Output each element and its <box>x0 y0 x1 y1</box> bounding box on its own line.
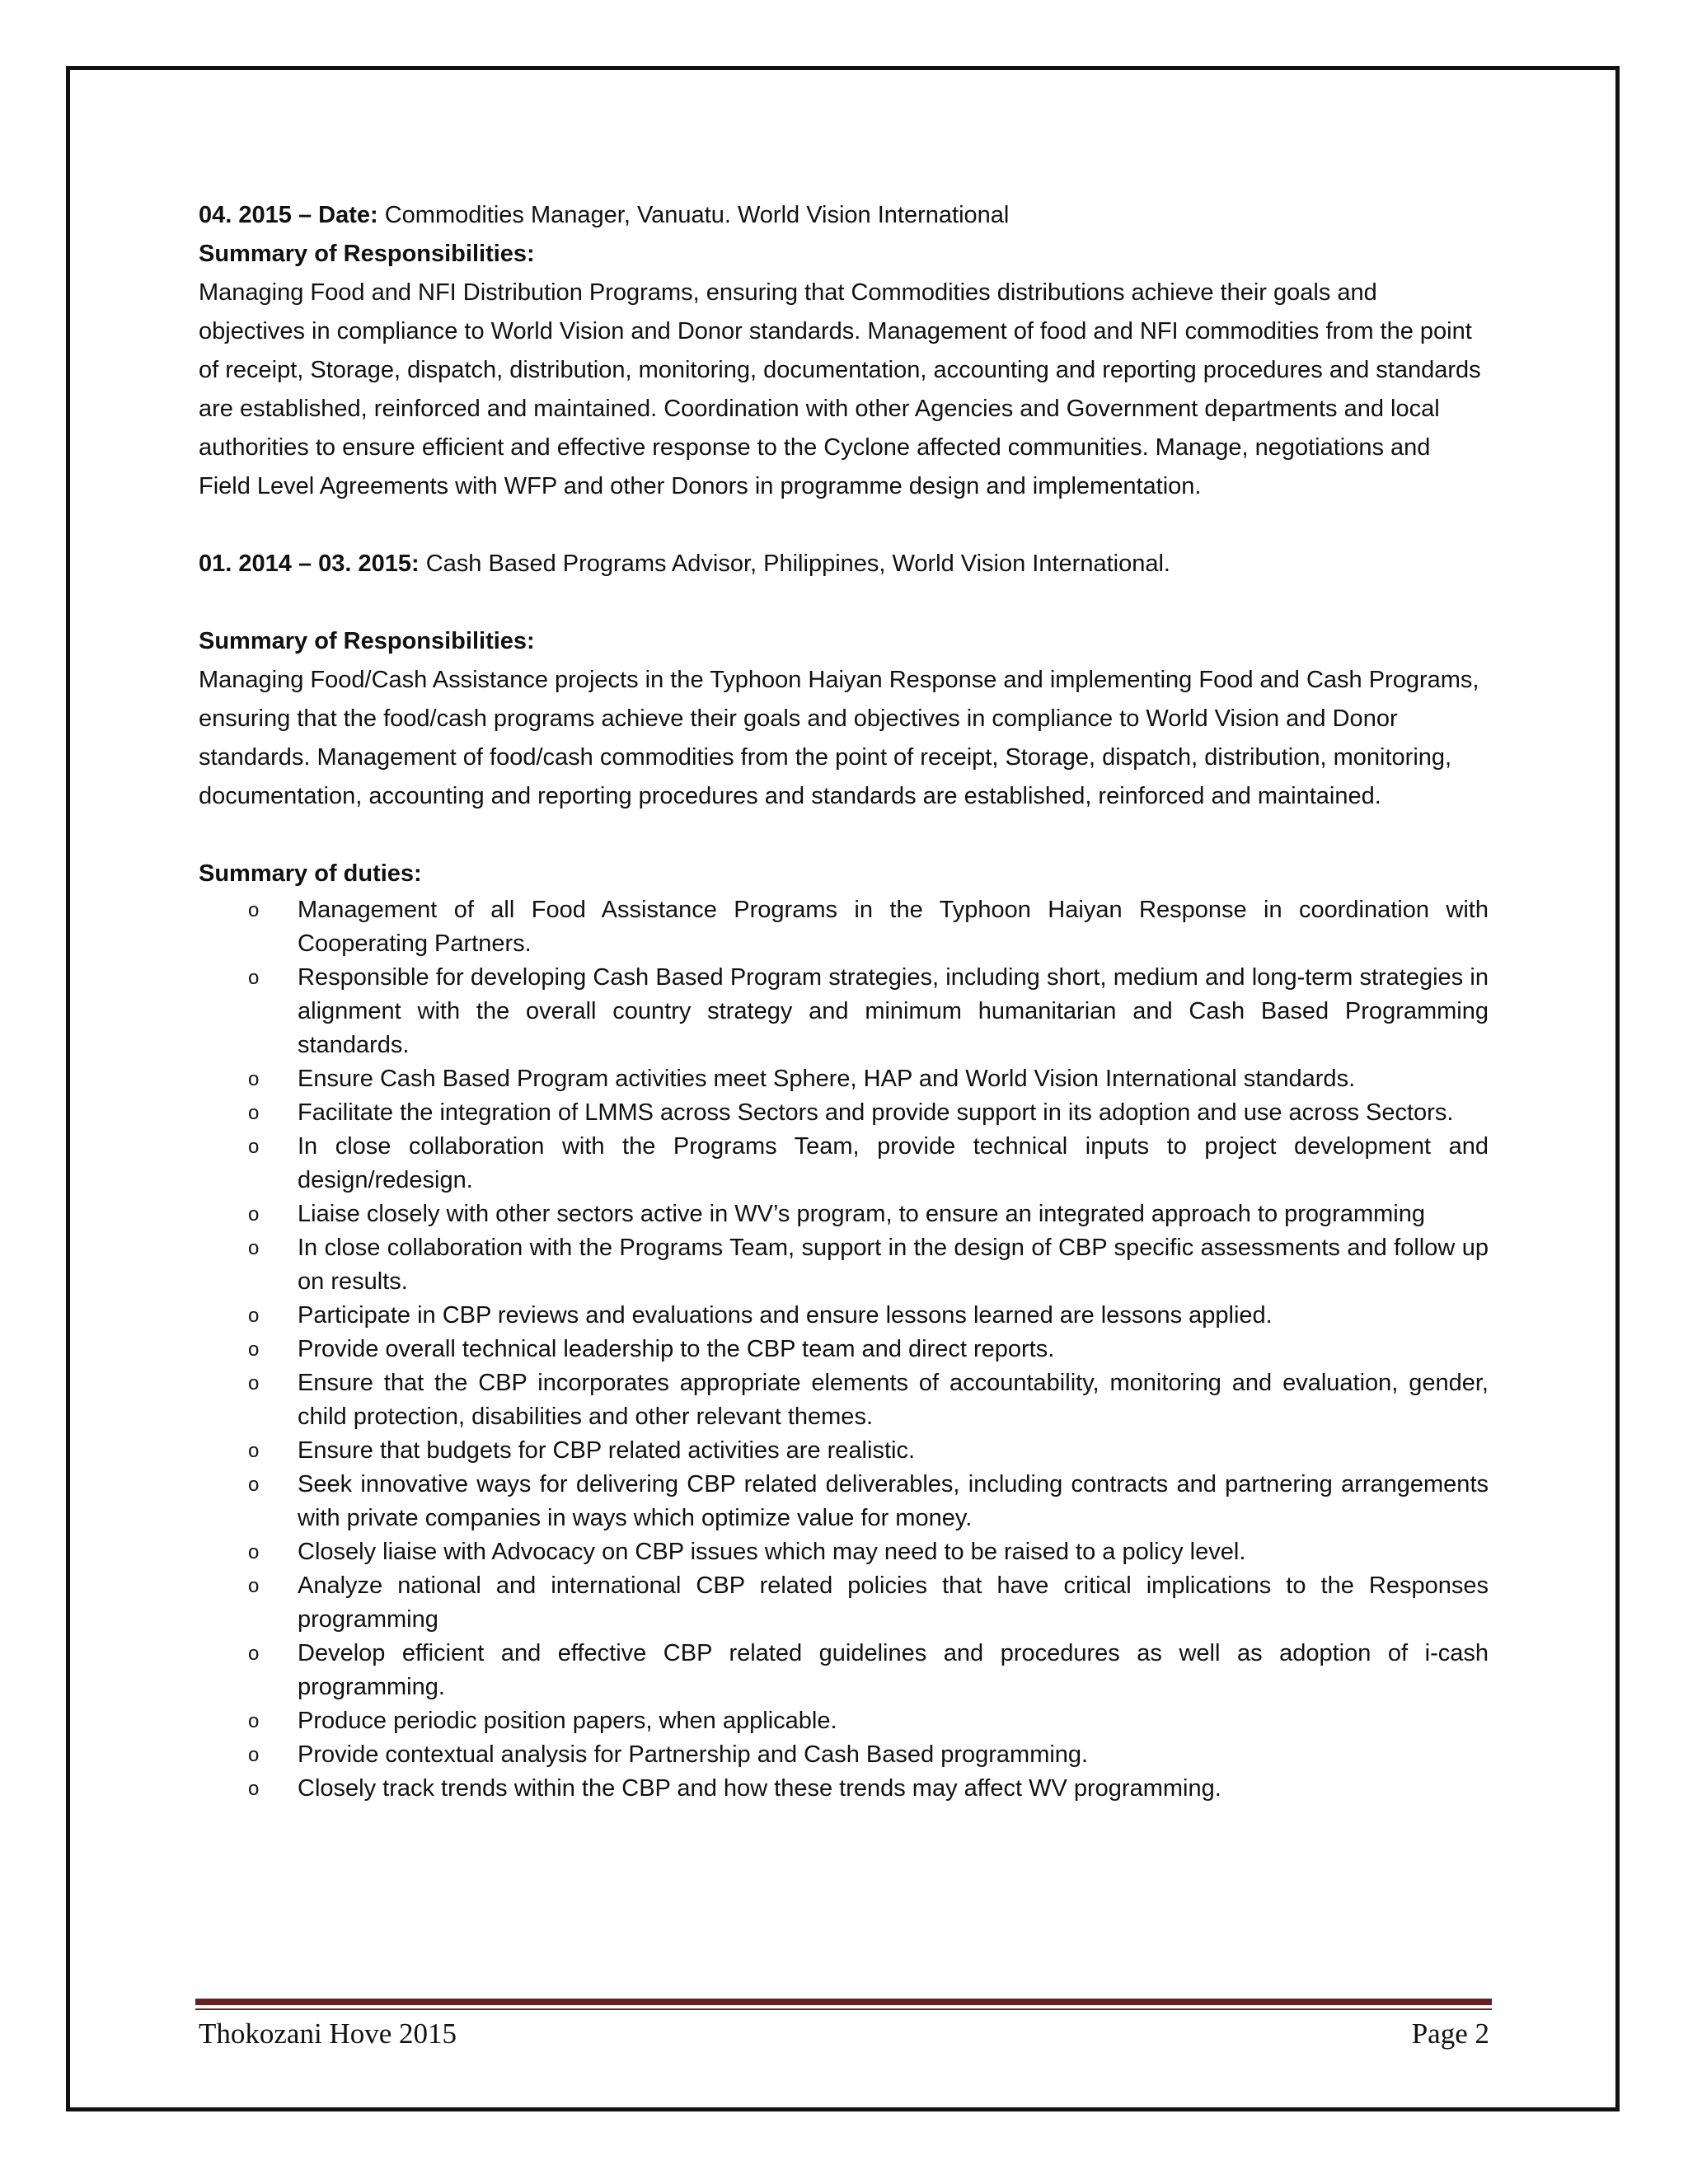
duty-text: Ensure Cash Based Program activities meet Sphere, HAP and World Vision International standards. <box>298 1066 1356 1092</box>
duty-text: In close collaboration with the Programs Team, support in the design of CBP specific assessments and follow up on results. <box>298 1235 1489 1295</box>
duties-heading: Summary of duties: <box>199 860 422 887</box>
job2-summary-heading: Summary of Responsibilities: <box>199 628 535 654</box>
duty-text: Liaise closely with other sectors active in WV’s program, to ensure an integrated approach to programming <box>298 1201 1425 1227</box>
bullet-icon: o <box>248 1305 260 1327</box>
spacer <box>199 583 1489 622</box>
duty-text: Ensure that the CBP incorporates appropriate elements of accountability, monitoring and evaluation, gender, child protection, disabilities and other relevant themes. <box>298 1370 1489 1430</box>
bullet-icon: o <box>248 1102 260 1124</box>
footer-divider-thin <box>195 2008 1492 2010</box>
footer-author: Thokozani Hove 2015 <box>199 2018 457 2050</box>
list-item <box>199 1772 1489 1806</box>
duty-text: Ensure that budgets for CBP related activities are realistic. <box>298 1437 916 1464</box>
duty-text: Closely liaise with Advocacy on CBP issues which may need to be raised to a policy level. <box>298 1539 1246 1565</box>
list-item <box>199 1366 1489 1434</box>
list-item <box>199 961 1489 1062</box>
bullet-icon: o <box>248 1136 260 1158</box>
bullet-icon: o <box>248 1643 260 1665</box>
spacer <box>199 506 1489 545</box>
duty-text: Produce periodic position papers, when applicable. <box>298 1708 837 1734</box>
footer-page-number: Page 2 <box>1411 2018 1489 2050</box>
duty-text: Facilitate the integration of LMMS across Sectors and provide support in its adoption and use across Sectors. <box>298 1099 1454 1126</box>
job2-title: Cash Based Programs Advisor, Philippines, World Vision International. <box>419 551 1170 577</box>
footer-divider <box>195 1999 1492 2005</box>
duty-text: Provide contextual analysis for Partnership and Cash Based programming. <box>298 1741 1089 1768</box>
list-item <box>199 1231 1489 1299</box>
bullet-icon: o <box>248 1068 260 1090</box>
spacer <box>199 816 1489 855</box>
job1-summary-heading: Summary of Responsibilities: <box>199 241 535 267</box>
duty-text: Develop efficient and effective CBP related guidelines and procedures as well as adoption of i-cash programming. <box>298 1640 1489 1700</box>
duty-text: Responsible for developing Cash Based Program strategies, including short, medium and long-term strategies in alignment with the overall country strategy and minimum humanitarian and Cash Based Programming standards. <box>298 964 1489 1058</box>
job2-header <box>199 545 1489 583</box>
job1-header <box>199 196 1489 235</box>
list-item <box>199 1197 1489 1231</box>
list-item <box>199 1096 1489 1130</box>
list-item <box>199 1062 1489 1096</box>
bullet-icon: o <box>248 1237 260 1259</box>
job2-summary-text: Managing Food/Cash Assistance projects in the Typhoon Haiyan Response and implementing Food and Cash Programs, ensuring that the food/cash programs achieve their goals and objectives in compliance to World Vision and Donor standards. Management of food/cash commodities from the point of receipt, Storage, dispatch, distribution, monitoring, documentation, accounting and reporting procedures and standards are established, reinforced and maintained. <box>199 667 1479 809</box>
list-item <box>199 1130 1489 1197</box>
job1-summary-text: Managing Food and NFI Distribution Programs, ensuring that Commodities distributions achieve their goals and objectives in compliance to World Vision and Donor standards. Management of food and NFI commodities from the point of receipt, Storage, dispatch, distribution, monitoring, documentation, accounting and reporting procedures and standards are established, reinforced and maintained. Coordination with other Agencies and Government departments and local authorities to ensure efficient and effective response to the Cyclone affected communities. Manage, negotiations and Field Level Agreements with WFP and other Donors in programme design and implementation. <box>199 279 1481 499</box>
list-item <box>199 1535 1489 1569</box>
bullet-icon: o <box>248 1474 260 1496</box>
duty-text: Closely track trends within the CBP and how these trends may affect WV programming. <box>298 1775 1221 1802</box>
bullet-icon: o <box>248 1778 260 1800</box>
bullet-icon: o <box>248 1575 260 1597</box>
duty-text: Participate in CBP reviews and evaluations and ensure lessons learned are lessons applied. <box>298 1302 1273 1329</box>
list-item <box>199 1704 1489 1738</box>
document-body <box>199 196 1489 1806</box>
list-item <box>199 1637 1489 1704</box>
bullet-icon: o <box>248 1710 260 1732</box>
list-item <box>199 1299 1489 1333</box>
duties-list <box>199 893 1489 1806</box>
bullet-icon: o <box>248 899 260 921</box>
job1-title: Commodities Manager, Vanuatu. World Vision International <box>377 202 1010 228</box>
duty-text: In close collaboration with the Programs Team, provide technical inputs to project development and design/redesign. <box>298 1133 1489 1193</box>
bullet-icon: o <box>248 1744 260 1766</box>
duty-text: Provide overall technical leadership to the CBP team and direct reports. <box>298 1336 1055 1362</box>
duty-text: Management of all Food Assistance Programs in the Typhoon Haiyan Response in coordination with Cooperating Partners. <box>298 897 1489 957</box>
bullet-icon: o <box>248 1203 260 1226</box>
list-item <box>199 1468 1489 1535</box>
job2-period: 01. 2014 – 03. 2015: <box>199 551 420 577</box>
list-item <box>199 1434 1489 1468</box>
list-item <box>199 1333 1489 1366</box>
bullet-icon: o <box>248 1541 260 1563</box>
bullet-icon: o <box>248 967 260 989</box>
list-item <box>199 893 1489 961</box>
bullet-icon: o <box>248 1372 260 1394</box>
duty-text: Analyze national and international CBP related policies that have critical implications to the Responses programming <box>298 1572 1489 1633</box>
duty-text: Seek innovative ways for delivering CBP related deliverables, including contracts and partnering arrangements with private companies in ways which optimize value for money. <box>298 1471 1489 1531</box>
list-item <box>199 1569 1489 1637</box>
job1-period: 04. 2015 – Date: <box>199 202 378 228</box>
list-item <box>199 1738 1489 1772</box>
bullet-icon: o <box>248 1440 260 1462</box>
bullet-icon: o <box>248 1338 260 1361</box>
